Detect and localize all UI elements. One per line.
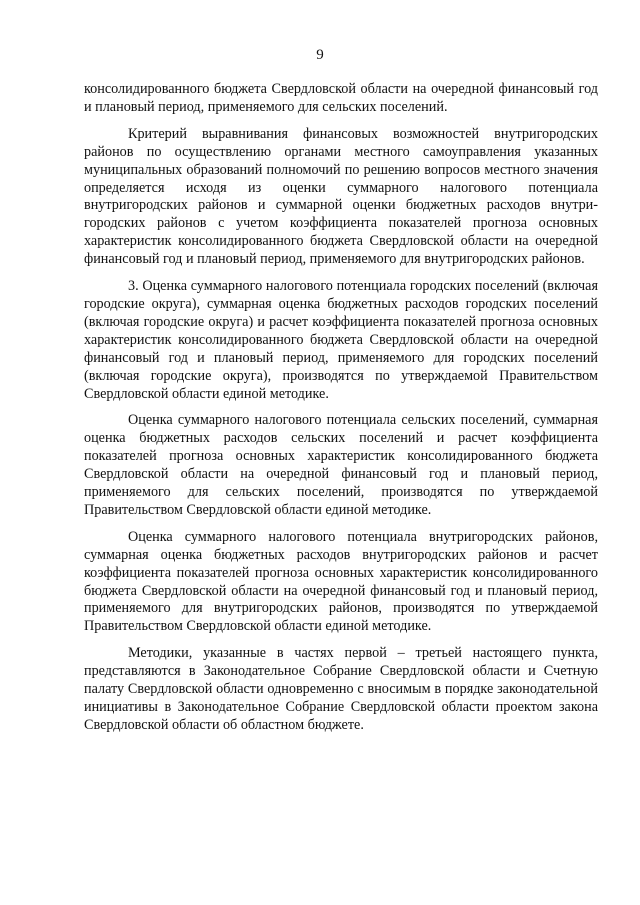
document-body <box>84 81 598 744</box>
paragraph-methodologies: Методики, указанные в частях первой – третьей настоящего пункта, представляются в Законодательное Собрание Свердловской области и Счетную палату Свердловской области одновременно с вносимым в порядке законодательной инициативы в Законодательное Собрание Свердловской области проектом закона Свердловской области об областном бюджете. <box>84 645 598 733</box>
paragraph-intracity-districts: Оценка суммарного налогового потенциала внутригородских районов, суммарная оценка бюджетных расходов внутригородских районов и расчет коэффициента показателей прогноза основных характеристик консолидированного бюджета Свердловской области на очередной финансовый год и плановый период, применяемого для внутригородских районов, производятся по утверждаемой Правительством Свердловской области единой методике. <box>84 528 598 635</box>
paragraph-continuation: консолидированного бюджета Свердловской области на очередной финансовый год и плановый период, применяемого для сельских поселений. <box>84 81 598 115</box>
paragraph-criterion-intracity: Критерий выравнивания финансовых возможностей внутригородских районов по осуществлению органами местного самоуправления указанных муниципальных образований полномочий по решению вопросов местного значения определяется исходя из оценки суммарного налогового потенциала внутригородских районов и суммарной оценки бюджетных расходов внутригородских районов с учетом коэффициента показателей прогноза основных характеристик консолидированного бюджета Свердловской области на очередной финансовый год и плановый период, применяемого для внутригородских районов. <box>84 125 598 268</box>
paragraph-rural-settlements: Оценка суммарного налогового потенциала сельских поселений, суммарная оценка бюджетных расходов сельских поселений и расчет коэффициента показателей прогноза основных характеристик консолидированного бюджета Свердловской области на очередной финансовый год и плановый период, применяемого для сельских поселений, производятся по утверждаемой Правительством Свердловской области единой методике. <box>84 412 598 518</box>
paragraph-item-3-urban: 3. Оценка суммарного налогового потенциала городских поселений (включая городские округа), суммарная оценка бюджетных расходов городских поселений (включая городские округа) и расчет коэффициента показателей прогноза основных характеристик консолидированного бюджета Свердловской области на очередной финансовый год и плановый период, применяемого для городских поселений (включая городские округа), производятся по утверждаемой Правительством Свердловской области единой методике. <box>84 278 598 402</box>
page-number: 9 <box>316 47 324 63</box>
